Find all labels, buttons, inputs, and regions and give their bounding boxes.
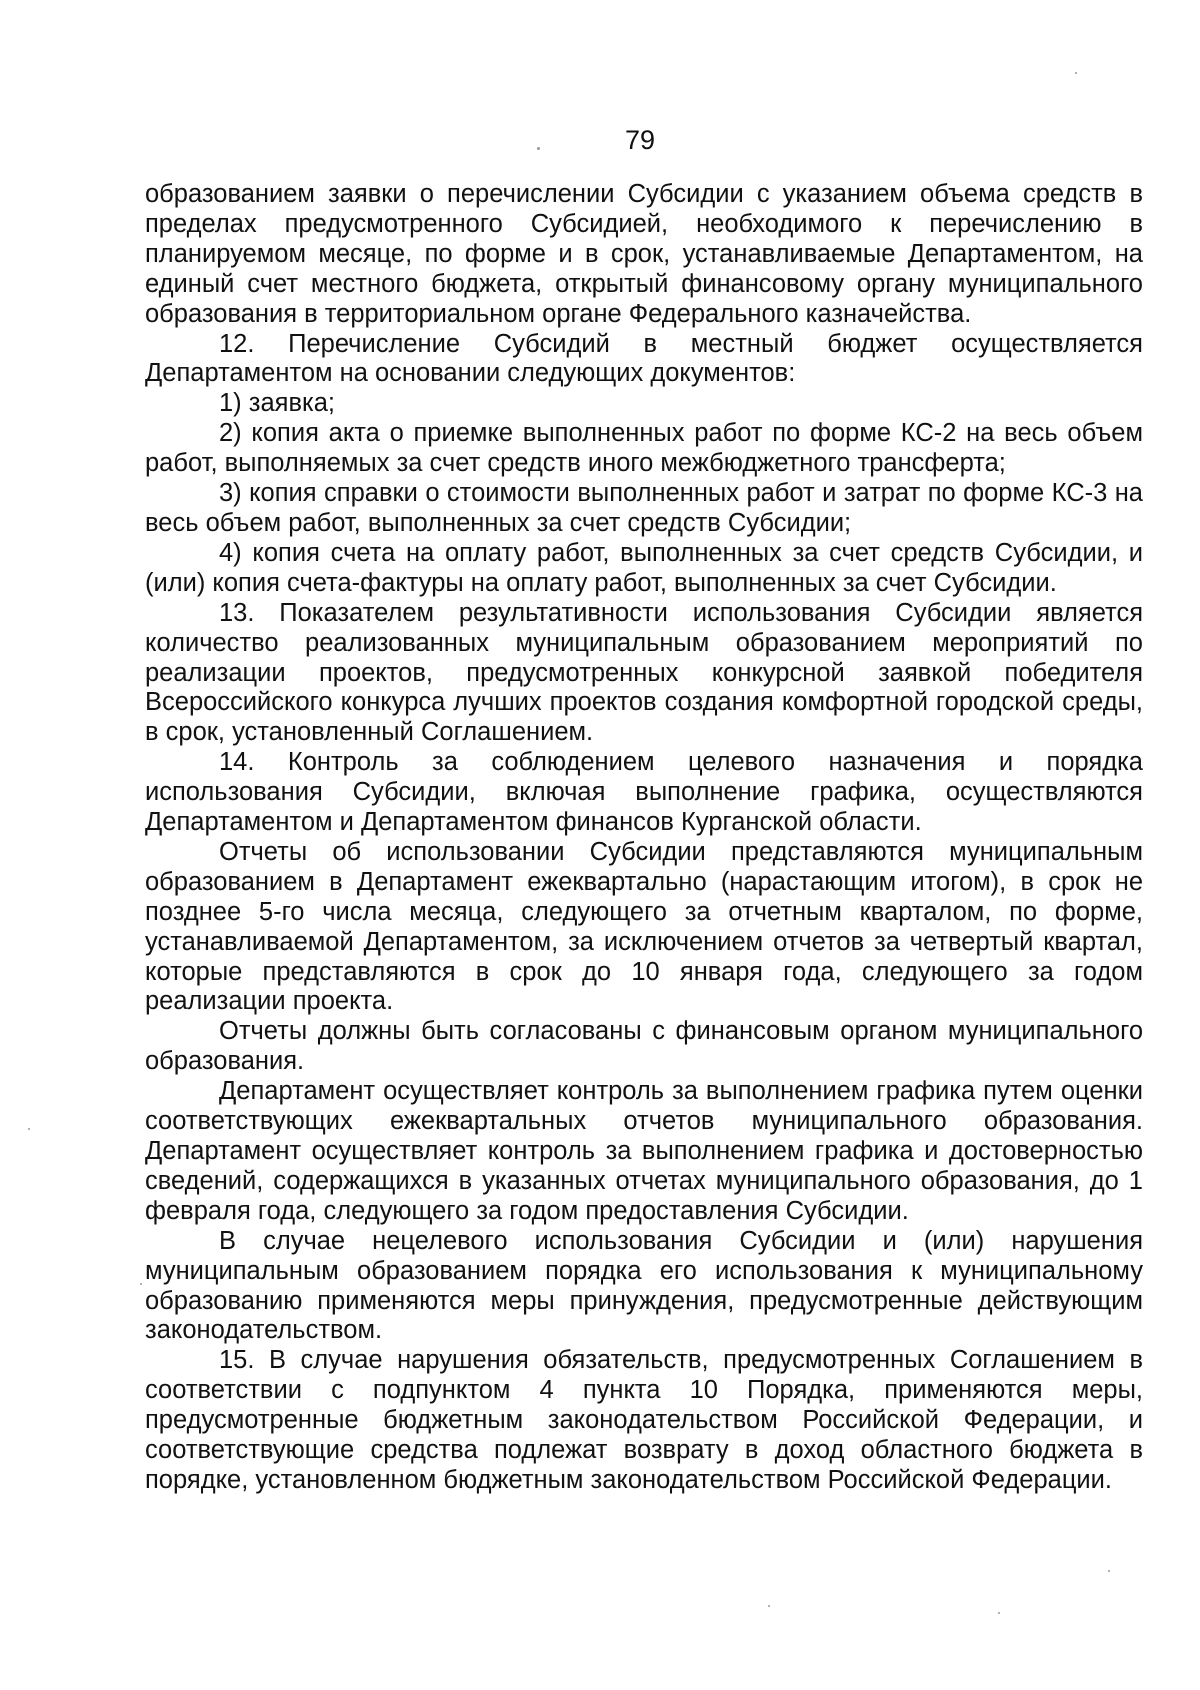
scan-speck bbox=[28, 1128, 30, 1130]
paragraph-reports-approval: Отчеты должны быть согласованы с финансовым органом муниципального образования. bbox=[145, 1017, 1143, 1076]
paragraph-department-control: Департамент осуществляет контроль за выполнением графика путем оценки соответствующих ежеквартальных отчетов муниципального образования. Департамент осуществляет контроль за выполнением графика и достоверностью сведений, содержащихся в указанных отчетах муниципального образования, до 1 февраля года, следующего за годом предоставления Субсидии. bbox=[145, 1077, 1143, 1225]
paragraph-item-13: 13. Показателем результативности использования Субсидии является количество реализованных муниципальным образованием мероприятий по реализации проектов, предусмотренных конкурсной заявкой победителя Всероссийского конкурса лучших проектов создания комфортной городской среды, в срок, установленный Соглашением. bbox=[145, 598, 1143, 747]
scan-speck bbox=[1075, 72, 1077, 74]
paragraph-reports: Отчеты об использовании Субсидии представляются муниципальным образованием в Департамент ежеквартально (нарастающим итогом), в срок не позднее 5-го числа месяца, следующего за отчетным кварталом, по форме, устанавливаемой Департаментом, за исключением отчетов за четвертый квартал, которые представляются в срок до 10 января года, следующего за годом реализации проекта. bbox=[145, 837, 1143, 1016]
scan-speck bbox=[768, 1605, 770, 1607]
scan-speck bbox=[1108, 1570, 1110, 1572]
list-item-3: 3) копия справки о стоимости выполненных работ и затрат по форме КС-3 на весь объем работ, выполненных за счет средств Субсидии; bbox=[145, 479, 1143, 537]
list-item-1: 1) заявка; bbox=[219, 389, 335, 418]
document-body bbox=[145, 180, 1143, 1496]
page-number: 79 bbox=[624, 125, 656, 155]
paragraph-continuation: образованием заявки о перечислении Субсидии с указанием объема средств в пределах предусмотренного Субсидией, необходимого к перечислению в планируемом месяце, по форме и в срок, устанавливаемые Департаментом, на единый счет местного бюджета, открытый финансовому органу муниципального образования в территориальном органе Федерального казначейства. bbox=[145, 180, 1143, 328]
paragraph-item-14: 14. Контроль за соблюдением целевого назначения и порядка использования Субсидии, включая выполнение графика, осуществляются Департаментом и Департаментом финансов Курганской области. bbox=[145, 748, 1143, 837]
paragraph-misuse: В случае нецелевого использования Субсидии и (или) нарушения муниципальным образованием порядка его использования к муниципальному образованию применяются меры принуждения, предусмотренные действующим законодательством. bbox=[145, 1226, 1143, 1345]
paragraph-item-15: 15. В случае нарушения обязательств, предусмотренных Соглашением в соответствии с подпунктом 4 пункта 10 Порядка, применяются меры, предусмотренные бюджетным законодательством Российской Федерации, и соответствующие средства подлежат возврату в доход областного бюджета в порядке, установленном бюджетным законодательством Российской Федерации. bbox=[145, 1346, 1143, 1494]
list-item-4: 4) копия счета на оплату работ, выполненных за счет средств Субсидии, и (или) копия счета-фактуры на оплату работ, выполненных за счет Субсидии. bbox=[145, 538, 1143, 597]
scan-speck bbox=[537, 147, 540, 150]
list-item-2: 2) копия акта о приемке выполненных работ по форме КС-2 на весь объем работ, выполняемых за счет средств иного межбюджетного трансферта; bbox=[145, 419, 1143, 478]
paragraph-item-12: 12. Перечисление Субсидий в местный бюджет осуществляется Департаментом на основании следующих документов: bbox=[145, 329, 1143, 388]
scan-speck bbox=[998, 1612, 1000, 1614]
scan-speck bbox=[140, 1283, 142, 1285]
